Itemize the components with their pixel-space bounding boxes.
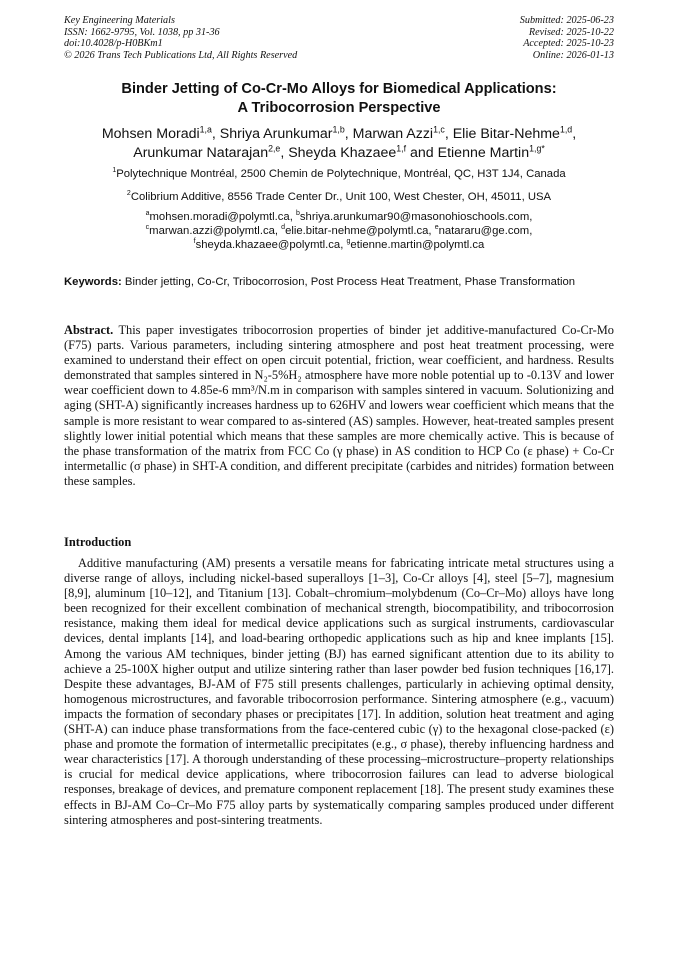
author-separator: , <box>211 126 220 142</box>
keywords-text: Binder jetting, Co-Cr, Tribocorrosion, Post Process Heat Treatment, Phase Transformation <box>121 276 576 288</box>
title-line: Binder Jetting of Co-Cr-Mo Alloys for Biomedical Applications: <box>121 81 557 97</box>
author-separator: , <box>280 145 289 161</box>
author-list <box>40 125 638 163</box>
author-superscript: 1,g* <box>529 143 545 154</box>
author-superscript: 1,a <box>199 124 212 135</box>
keywords-label: Keywords: <box>64 276 122 288</box>
email-superscript: d <box>281 224 286 232</box>
author-name: Etienne Martin <box>437 145 530 161</box>
author-separator: , <box>344 126 353 142</box>
email-superscript: a <box>145 210 150 218</box>
affiliation-superscript: 1 <box>112 167 117 175</box>
author-name: Mohsen Moradi <box>101 126 200 142</box>
author-superscript: 2,e <box>268 143 281 154</box>
author-name: Elie Bitar-Nehme <box>452 126 560 142</box>
email-address[interactable]: elie.bitar-nehme@polymtl.ca <box>285 225 429 238</box>
author-name: Sheyda Khazaee <box>288 145 397 161</box>
journal-name: Key Engineering Materials <box>64 15 175 26</box>
affiliation <box>40 167 638 181</box>
section-heading-introduction: Introduction <box>64 535 132 549</box>
author-superscript: 1,f <box>396 143 407 154</box>
abstract <box>64 323 614 489</box>
email-superscript: b <box>295 210 300 218</box>
abstract-text: This paper investigates tribocorrosion properties of binder jet additive-manufactured Co-Cr-Mo (F75) parts. Various parameters, including sintering atmosphere and post heat treatment processing, were examined to understand their effect on open circuit potential, friction, wear coefficient, and hardness. Results demonstrated that samples sintered in N₂-5%H₂ atmosphere have more noble potential up to -0.13V and lower wear coefficient down to 4.85e-6 mm³/N.m in comparison with samples sintered in vacuum. Solutionizing and aging (SHT-A) significantly increases hardness up to 626HV and lowers wear coefficient which means that the sample is more resistant to wear compared to as-sintered (AS) samples. However, heat-treated samples present slightly lower initial potential which means that these samples are more chemically active. This is because of the phase transformation of the matrix from FCC Co (γ phase) in AS condition to HCP Co (ε phase) + Co-Cr intermetallic (σ phase) in SHT-A condition, and different precipitate (carbides and nitrides) formation between these samples. <box>64 323 614 488</box>
submitted-date: Submitted: 2025-06-23 <box>519 15 614 26</box>
online-date: Online: 2026-01-13 <box>532 49 614 61</box>
copyright-line: © 2026 Trans Tech Publications Ltd, All Rights Reserved <box>64 49 298 61</box>
author-name: Arunkumar Natarajan <box>133 145 269 161</box>
author-superscript: 1,c <box>433 124 445 135</box>
title-line: A Tribocorrosion Perspective <box>237 100 441 116</box>
journal-info <box>64 15 297 61</box>
email-address[interactable]: natararu@ge.com <box>438 225 530 238</box>
email-address[interactable]: mohsen.moradi@polymtl.ca <box>149 211 290 223</box>
affiliation-superscript: 2 <box>126 190 131 198</box>
author-line <box>40 125 638 144</box>
revised-date: Revised: 2025-10-22 <box>528 26 614 38</box>
email-address[interactable]: sheyda.khazaee@polymtl.ca <box>195 239 341 252</box>
email-superscript: f <box>193 238 196 246</box>
author-superscript: 1,d <box>559 124 573 135</box>
email-line: $^a$mohsen.moradi@polymtl.ca, $^b$shriya.arunkumar90@masonohioschools.com, <box>145 210 533 223</box>
publication-dates <box>520 15 614 61</box>
email-address[interactable]: marwan.azzi@polymtl.ca <box>149 225 275 238</box>
email-line: $^c$marwan.azzi@polymtl.ca, $^d$elie.bitar-nehme@polymtl.ca, $^e$natararu@ge.com, <box>145 224 533 238</box>
author-name: Marwan Azzi <box>352 126 434 142</box>
author-separator: , <box>572 126 577 142</box>
affiliation-text: Polytechnique Montréal, 2500 Chemin de Polytechnique, Montréal, QC, H3T 1J4, Canada <box>116 168 566 180</box>
author-line <box>40 144 638 163</box>
email-superscript: g <box>346 238 351 246</box>
email-list <box>40 210 638 253</box>
email-line: $^f$sheyda.khazaee@polymtl.ca, $^g$etienne.martin@polymtl.ca <box>193 238 485 252</box>
author-separator: , <box>444 126 453 142</box>
paper-title <box>40 80 638 118</box>
email-address[interactable]: shriya.arunkumar90@masonohioschools.com <box>299 211 530 223</box>
author-name: Shriya Arunkumar <box>219 126 333 142</box>
introduction-paragraph: Additive manufacturing (AM) presents a versatile means for fabricating intricate metal structures using a diverse range of alloys, including nickel-based superalloys [1–3], Co-Cr alloys [4], steel [5–7], magnesium [8,9], aluminum [10–12], and Titanium [13]. Cobalt–chromium–molybdenum (Co–Cr–Mo) alloys have long been recognized for their excellent combination of mechanical strength, biocompatibility, and tribocorrosion resistance, making them ideal for medical device applications such as surgical instruments, cardiovascular devices, dental implants [14], and load-bearing orthopedic applications such as hip and knee implants [15]. Among the various AM techniques, binder jetting (BJ) has earned significant attention due to its ability to achieve a 25-100X higher output and utilize sintering rather than laser powder bed fusion techniques [16,17]. Despite these advantages, BJ-AM of F75 still presents challenges, particularly in achieving optimal density, homogenous microstructures, and favorable tribocorrosion performance. Sintering atmosphere (e.g., vacuum) impacts the formation of secondary phases or precipitates [17]. In addition, solution heat treatment and aging (SHT-A) can induce phase transformations from the face-centered cubic (γ) to the hexagonal close-packed (ε) phase and promote the formation of intermetallic precipitates (e.g., σ phase), thereby influencing hardness and wear characteristics [17]. A thorough understanding of these processing–microstructure–property relationships is crucial for medical device applications, where tribocorrosion failures can lead to adverse biological responses, breakage of devices, and premature component replacement [18]. The present study examines these effects in BJ-AM Co–Cr–Mo F75 alloy parts by systematically comparing samples produced under different sintering atmospheres and post-sintering treatments. <box>64 556 614 827</box>
affiliation-text: Colibrium Additive, 8556 Trade Center Dr., Unit 100, West Chester, OH, 45011, USA <box>130 191 552 203</box>
issn-line: ISSN: 1662-9795, Vol. 1038, pp 31-36 <box>64 26 220 38</box>
doi-line: doi:10.4028/p-H0BKm1 <box>64 38 163 50</box>
email-superscript: c <box>145 224 150 232</box>
keywords <box>64 276 614 290</box>
affiliation <box>40 190 638 204</box>
email-address[interactable]: etienne.martin@polymtl.ca <box>350 239 485 252</box>
author-superscript: 1,b <box>332 124 345 135</box>
email-superscript: e <box>434 224 439 232</box>
accepted-date: Accepted: 2025-10-23 <box>523 38 614 50</box>
abstract-label: Abstract. <box>64 323 114 337</box>
author-separator: and <box>406 145 438 161</box>
